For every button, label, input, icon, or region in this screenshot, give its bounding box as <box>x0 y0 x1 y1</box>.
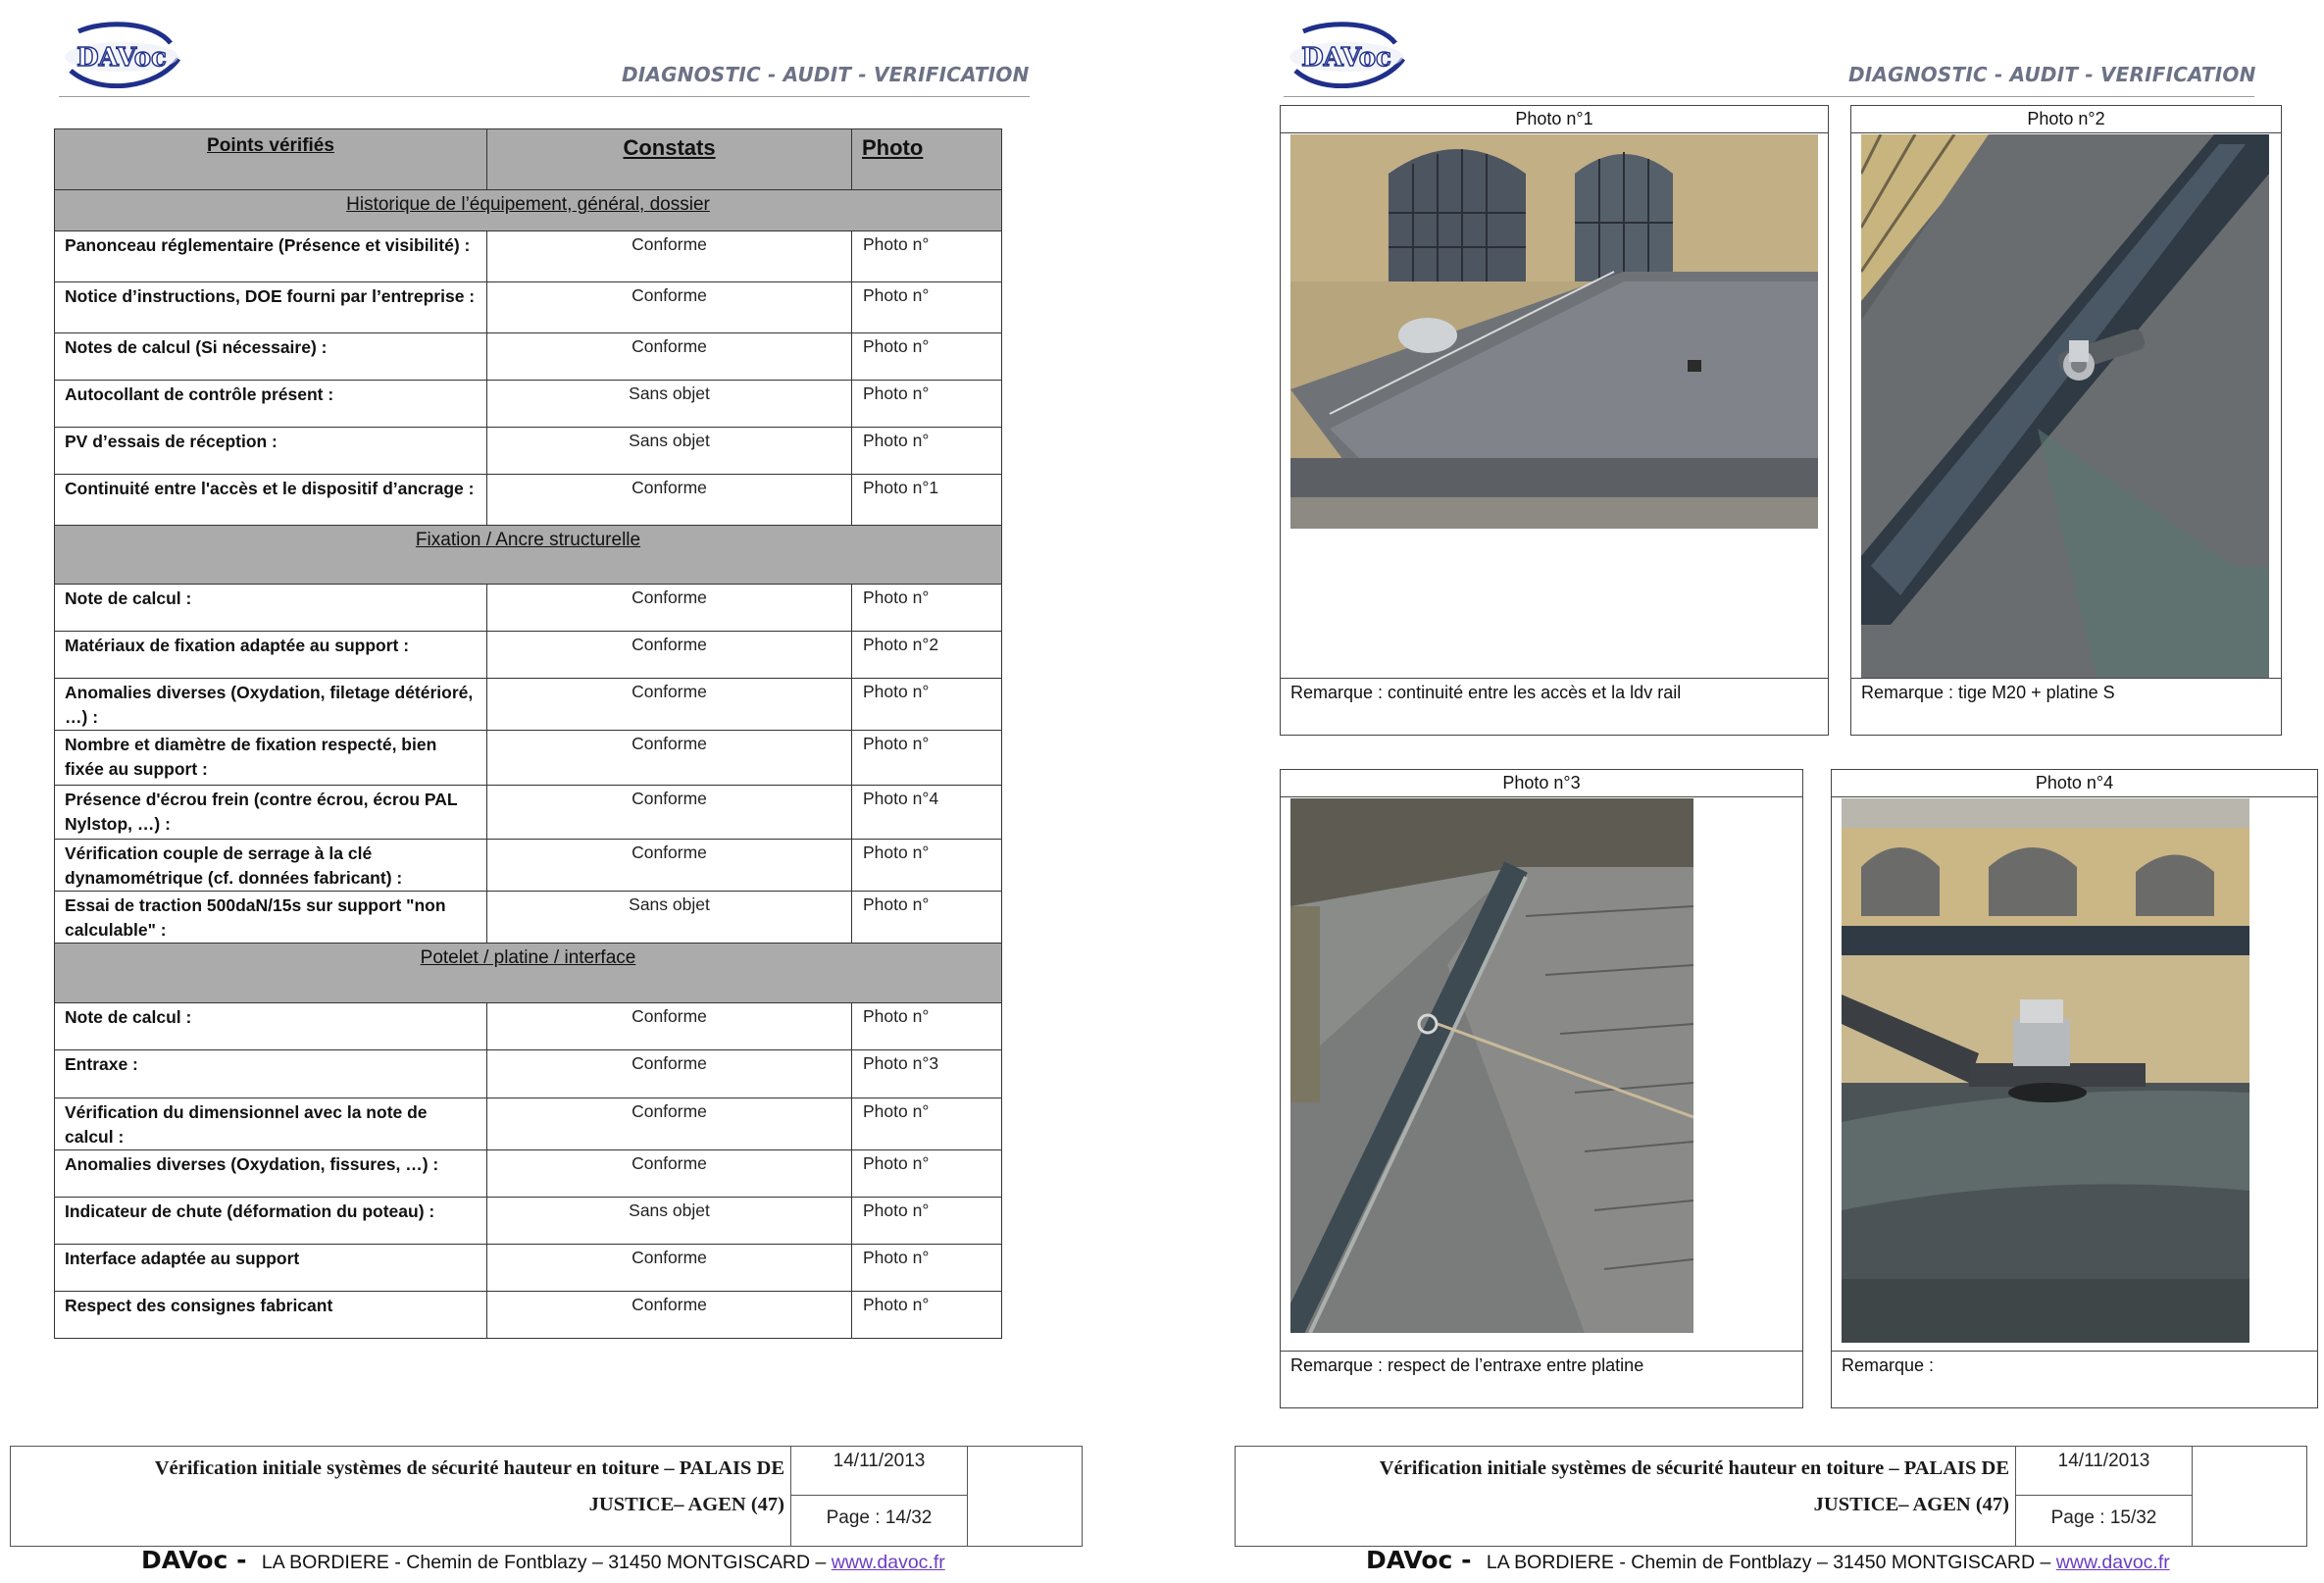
footer-title-line1: Vérification initiale systèmes de sécurité hauteur en toiture – PALAIS DE <box>154 1457 784 1479</box>
photo-title: Photo n°3 <box>1281 770 1802 797</box>
cell-constat: Conforme <box>487 679 852 731</box>
cell-point: Interface adaptée au support <box>55 1245 487 1292</box>
cell-constat: Conforme <box>487 1150 852 1198</box>
cell-constat: Conforme <box>487 231 852 282</box>
table-row <box>55 679 1002 731</box>
footer-title-line1: Vérification initiale systèmes de sécurité hauteur en toiture – PALAIS DE <box>1379 1457 2009 1479</box>
table-row <box>55 333 1002 381</box>
verification-table <box>54 128 1002 1339</box>
cell-constat: Conforme <box>487 786 852 840</box>
photo-remark: Remarque : tige M20 + platine S <box>1851 678 2281 736</box>
header-title: DIAGNOSTIC - AUDIT - VERIFICATION <box>622 63 1030 86</box>
cell-photo: Photo n° <box>852 1245 1002 1292</box>
photo-remark: Remarque : continuité entre les accès et la ldv rail <box>1281 678 1828 736</box>
cell-point: Essai de traction 500daN/15s sur support "non calculable" : <box>55 892 487 944</box>
footer-address-text: LA BORDIERE - Chemin de Fontblazy – 31450 MONTGISCARD – <box>261 1552 827 1573</box>
header-title: DIAGNOSTIC - AUDIT - VERIFICATION <box>1848 63 2256 86</box>
photo-box-4 <box>1831 769 2318 1408</box>
table-row <box>55 1098 1002 1150</box>
header-divider <box>1284 96 2254 97</box>
cell-constat: Conforme <box>487 840 852 892</box>
footer-page-number: Page : 15/32 <box>2015 1496 2192 1546</box>
photo-lifeline-ridge-image <box>1290 798 1693 1333</box>
cell-photo: Photo n° <box>852 585 1002 632</box>
cell-constat: Sans objet <box>487 892 852 944</box>
photo-box-3 <box>1280 769 1803 1408</box>
footer-website-link[interactable]: www.davoc.fr <box>2055 1552 2170 1573</box>
footer-title-line2: JUSTICE– AGEN (47) <box>1813 1494 2009 1515</box>
cell-photo: Photo n°3 <box>852 1050 1002 1098</box>
table-row <box>55 731 1002 786</box>
cell-photo: Photo n° <box>852 679 1002 731</box>
cell-constat: Conforme <box>487 585 852 632</box>
cell-constat: Conforme <box>487 475 852 526</box>
cell-constat: Conforme <box>487 1098 852 1150</box>
cell-point: Anomalies diverses (Oxydation, fissures, …) : <box>55 1150 487 1198</box>
cell-photo: Photo n° <box>852 333 1002 381</box>
cell-point: Notes de calcul (Si nécessaire) : <box>55 333 487 381</box>
cell-photo: Photo n° <box>852 731 1002 786</box>
cell-point: Entraxe : <box>55 1050 487 1098</box>
cell-constat: Conforme <box>487 632 852 679</box>
cell-point: Présence d'écrou frein (contre écrou, écrou PAL Nylstop, …) : <box>55 786 487 840</box>
cell-photo: Photo n° <box>852 840 1002 892</box>
cell-point: Note de calcul : <box>55 585 487 632</box>
photo-box-1 <box>1280 105 1829 736</box>
table-row <box>55 1050 1002 1098</box>
table-row <box>55 1003 1002 1050</box>
footer-brand: DAVoc - <box>141 1546 247 1574</box>
cell-point: Note de calcul : <box>55 1003 487 1050</box>
footer-page-number: Page : 14/32 <box>790 1496 967 1546</box>
header-divider <box>59 96 1030 97</box>
footer-title-line2: JUSTICE– AGEN (47) <box>588 1494 784 1515</box>
davoc-logo <box>61 18 188 88</box>
cell-photo: Photo n°1 <box>852 475 1002 526</box>
cell-point: Continuité entre l'accès et le dispositif d’ancrage : <box>55 475 487 526</box>
cell-point: Panonceau réglementaire (Présence et visibilité) : <box>55 231 487 282</box>
section-title: Fixation / Ancre structurelle <box>55 526 1002 585</box>
cell-photo: Photo n° <box>852 1198 1002 1245</box>
footer-box <box>1235 1446 2307 1547</box>
cell-constat: Sans objet <box>487 1198 852 1245</box>
footer-address-text: LA BORDIERE - Chemin de Fontblazy – 31450 MONTGISCARD – <box>1486 1552 2051 1573</box>
photo-title: Photo n°4 <box>1832 770 2317 797</box>
table-row <box>55 786 1002 840</box>
footer-box <box>10 1446 1083 1547</box>
table-row <box>55 282 1002 333</box>
cell-point: Anomalies diverses (Oxydation, filetage détérioré, …) : <box>55 679 487 731</box>
svg-text:DAVoc: DAVoc <box>76 43 167 73</box>
cell-constat: Conforme <box>487 1245 852 1292</box>
cell-point: Nombre et diamètre de fixation respecté, bien fixée au support : <box>55 731 487 786</box>
photo-rail-anchor-image <box>1861 134 2269 679</box>
table-row <box>55 1198 1002 1245</box>
footer-date: 14/11/2013 <box>2015 1447 2192 1496</box>
cell-photo: Photo n° <box>852 282 1002 333</box>
section-row <box>55 190 1002 231</box>
table-row <box>55 1150 1002 1198</box>
cell-photo: Photo n° <box>852 1292 1002 1339</box>
cell-constat: Sans objet <box>487 381 852 428</box>
cell-constat: Conforme <box>487 1050 852 1098</box>
footer-address <box>141 1546 945 1574</box>
cell-photo: Photo n° <box>852 1003 1002 1050</box>
cell-point: Vérification couple de serrage à la clé dynamométrique (cf. données fabricant) : <box>55 840 487 892</box>
cell-constat: Conforme <box>487 1003 852 1050</box>
cell-constat: Conforme <box>487 1292 852 1339</box>
column-header-photo: Photo <box>852 129 1002 190</box>
footer-empty-cell <box>2192 1447 2307 1546</box>
footer-brand: DAVoc - <box>1366 1546 1472 1574</box>
section-title: Potelet / platine / interface <box>55 944 1002 1003</box>
table-row <box>55 231 1002 282</box>
photo-roof-overview-image <box>1290 134 1818 529</box>
table-row <box>55 475 1002 526</box>
cell-photo: Photo n°4 <box>852 786 1002 840</box>
table-row <box>55 1245 1002 1292</box>
cell-constat: Conforme <box>487 282 852 333</box>
photo-nut-detail-image <box>1842 798 2249 1343</box>
footer-title <box>11 1447 790 1546</box>
page-15 <box>1162 0 2324 1583</box>
photo-box-2 <box>1850 105 2282 736</box>
column-header-points: Points vérifiés <box>55 129 487 190</box>
footer-empty-cell <box>967 1447 1083 1546</box>
cell-point: Matériaux de fixation adaptée au support : <box>55 632 487 679</box>
cell-photo: Photo n°2 <box>852 632 1002 679</box>
cell-point: PV d’essais de réception : <box>55 428 487 475</box>
table-row <box>55 428 1002 475</box>
column-header-constats: Constats <box>487 129 852 190</box>
cell-photo: Photo n° <box>852 1098 1002 1150</box>
cell-point: Respect des consignes fabricant <box>55 1292 487 1339</box>
photo-remark: Remarque : <box>1832 1351 2317 1408</box>
footer-address <box>1366 1546 2170 1574</box>
cell-photo: Photo n° <box>852 231 1002 282</box>
table-row <box>55 381 1002 428</box>
photo-remark: Remarque : respect de l’entraxe entre platine <box>1281 1351 1802 1408</box>
table-row <box>55 840 1002 892</box>
section-row <box>55 526 1002 585</box>
section-row <box>55 944 1002 1003</box>
footer-date: 14/11/2013 <box>790 1447 967 1496</box>
cell-point: Indicateur de chute (déformation du poteau) : <box>55 1198 487 1245</box>
cell-point: Autocollant de contrôle présent : <box>55 381 487 428</box>
table-row <box>55 585 1002 632</box>
footer-title <box>1236 1447 2015 1546</box>
cell-point: Notice d’instructions, DOE fourni par l’entreprise : <box>55 282 487 333</box>
cell-photo: Photo n° <box>852 381 1002 428</box>
cell-constat: Sans objet <box>487 428 852 475</box>
section-title: Historique de l’équipement, général, dossier <box>55 190 1002 231</box>
table-header-row <box>55 129 1002 190</box>
footer-website-link[interactable]: www.davoc.fr <box>831 1552 945 1573</box>
photo-title: Photo n°1 <box>1281 106 1828 133</box>
cell-photo: Photo n° <box>852 892 1002 944</box>
cell-photo: Photo n° <box>852 1150 1002 1198</box>
cell-constat: Conforme <box>487 731 852 786</box>
davoc-logo <box>1286 18 1413 88</box>
table-row <box>55 892 1002 944</box>
cell-photo: Photo n° <box>852 428 1002 475</box>
svg-text:DAVoc: DAVoc <box>1301 43 1391 73</box>
cell-point: Vérification du dimensionnel avec la note de calcul : <box>55 1098 487 1150</box>
cell-constat: Conforme <box>487 333 852 381</box>
photo-title: Photo n°2 <box>1851 106 2281 133</box>
table-row <box>55 632 1002 679</box>
table-row <box>55 1292 1002 1339</box>
